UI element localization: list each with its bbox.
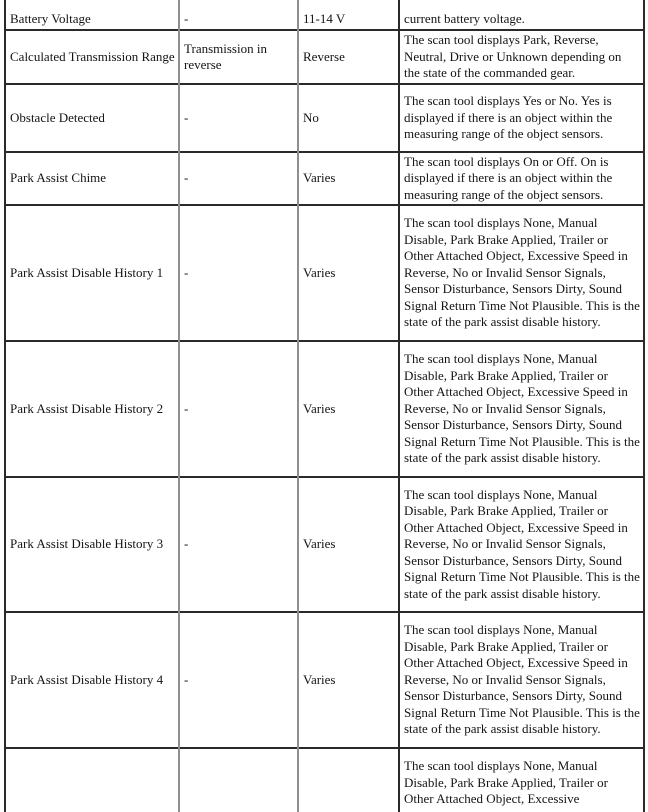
cell-condition: - — [179, 0, 298, 30]
table-row — [5, 748, 644, 812]
cell-condition: - — [179, 152, 298, 205]
cell-value: Reverse — [298, 30, 399, 84]
table-row — [5, 477, 644, 612]
cell-description: The scan tool displays Yes or No. Yes is displayed if there is an object within the measuring range of the object sensors. — [399, 84, 644, 152]
cell-description: current battery voltage. — [399, 0, 644, 30]
cell-value: Varies — [298, 152, 399, 205]
cell-parameter: Park Assist Disable History 4 — [5, 612, 179, 748]
scan-tool-data-table — [4, 0, 645, 812]
cell-description: The scan tool displays None, Manual Disable, Park Brake Applied, Trailer or Other Attached Object, Excessive Speed in Reverse, No or Invalid Sensor Signals, Sensor Disturbance, Sensors Dirty, Sound Signal Return Time Not Plausible. This is the state of the park assist disable history. — [399, 341, 644, 477]
cell-condition — [179, 748, 298, 812]
cell-description: The scan tool displays None, Manual Disable, Park Brake Applied, Trailer or Other Attached Object, Excessive — [399, 748, 644, 812]
cell-parameter: Calculated Transmission Range — [5, 30, 179, 84]
cell-parameter: Battery Voltage — [5, 0, 179, 30]
table-row — [5, 84, 644, 152]
cell-description: The scan tool displays Park, Reverse, Neutral, Drive or Unknown depending on the state of the commanded gear. — [399, 30, 644, 84]
cell-value: Varies — [298, 341, 399, 477]
cell-parameter — [5, 748, 179, 812]
cell-condition: - — [179, 84, 298, 152]
cell-condition: - — [179, 341, 298, 477]
cell-description: The scan tool displays None, Manual Disable, Park Brake Applied, Trailer or Other Attached Object, Excessive Speed in Reverse, No or Invalid Sensor Signals, Sensor Disturbance, Sensors Dirty, Sound Signal Return Time Not Plausible. This is the state of the park assist disable history. — [399, 477, 644, 612]
cell-parameter: Park Assist Chime — [5, 152, 179, 205]
cell-value: Varies — [298, 612, 399, 748]
cell-description: The scan tool displays None, Manual Disable, Park Brake Applied, Trailer or Other Attached Object, Excessive Speed in Reverse, No or Invalid Sensor Signals, Sensor Disturbance, Sensors Dirty, Sound Signal Return Time Not Plausible. This is the state of the park assist disable history. — [399, 205, 644, 341]
table-row — [5, 30, 644, 84]
cell-condition: - — [179, 205, 298, 341]
cell-parameter: Park Assist Disable History 3 — [5, 477, 179, 612]
cell-parameter: Park Assist Disable History 1 — [5, 205, 179, 341]
cell-value — [298, 748, 399, 812]
table-body — [5, 0, 644, 812]
cell-value: Varies — [298, 477, 399, 612]
table-row — [5, 205, 644, 341]
table-row — [5, 612, 644, 748]
cell-parameter: Park Assist Disable History 2 — [5, 341, 179, 477]
cell-value: 11-14 V — [298, 0, 399, 30]
cell-value: Varies — [298, 205, 399, 341]
table-row — [5, 152, 644, 205]
cell-condition: - — [179, 612, 298, 748]
table-row — [5, 341, 644, 477]
cell-condition: - — [179, 477, 298, 612]
cell-value: No — [298, 84, 399, 152]
cell-parameter: Obstacle Detected — [5, 84, 179, 152]
cell-condition: Transmission in reverse — [179, 30, 298, 84]
table-row — [5, 0, 644, 30]
cell-description: The scan tool displays None, Manual Disable, Park Brake Applied, Trailer or Other Attached Object, Excessive Speed in Reverse, No or Invalid Sensor Signals, Sensor Disturbance, Sensors Dirty, Sound Signal Return Time Not Plausible. This is the state of the park assist disable history. — [399, 612, 644, 748]
cell-description: The scan tool displays On or Off. On is displayed if there is an object within the measuring range of the object sensors. — [399, 152, 644, 205]
